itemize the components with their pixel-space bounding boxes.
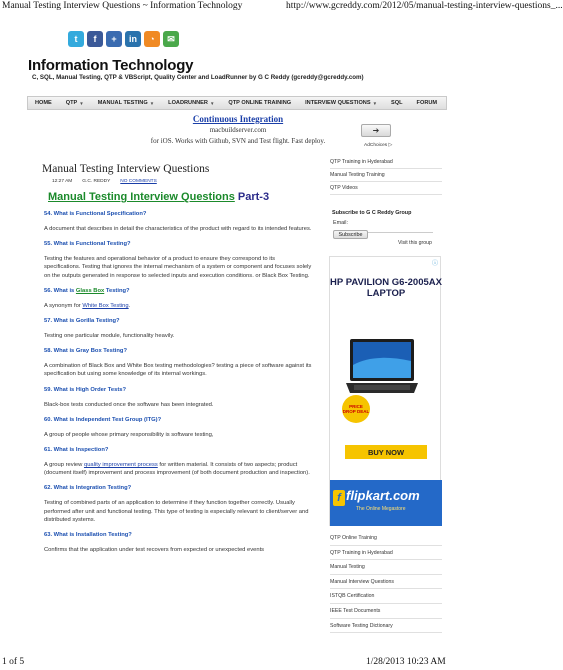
nav-item-manual-testing[interactable] <box>91 100 161 106</box>
social-icons <box>68 31 179 47</box>
print-page-number: 1 of 5 <box>2 657 25 667</box>
sidebar-link[interactable]: QTP Training in Hyderabad <box>330 156 442 169</box>
site-tagline: C, SQL, Manual Testing, QTP & VBScript, Quality Center and LoadRunner by G C Reddy (gcreddy@gcreddy.com) <box>32 74 364 81</box>
post-meta <box>52 179 157 184</box>
question-link[interactable]: Glass Box <box>75 287 105 294</box>
answer-text <box>44 302 312 310</box>
sidebar-link[interactable]: QTP Online Training <box>330 531 442 546</box>
answer-text: Testing the features and operational behavior of a product to ensure they correspond to its specifications. Testing that ignores the internal mechanism of a system or component and focuses solely on the outputs generated in response to selected inputs and execution conditions. or Black Box Testing. <box>44 256 312 279</box>
flipkart-logo-icon: f <box>333 490 345 506</box>
sidebar-link[interactable]: QTP Videos <box>330 182 442 195</box>
sidebar-link[interactable]: IEEE Test Documents <box>330 604 442 619</box>
chevron-down-icon: ▼ <box>79 100 84 106</box>
email-label: Email: <box>333 220 348 226</box>
chevron-down-icon: ▼ <box>149 100 155 106</box>
sidebar-link[interactable]: ISTQB Certification <box>330 589 442 604</box>
question-heading: 61. What is Inspection? <box>44 447 109 454</box>
linkedin-icon[interactable]: in <box>125 31 141 47</box>
nav-item-forum[interactable] <box>410 100 445 106</box>
ad-arrow-button[interactable]: ➔ <box>361 124 391 137</box>
ad-product-name: HP PAVILION G6-2005AX LAPTOP <box>330 277 442 299</box>
post-time: 12:27 AM <box>52 179 73 184</box>
nav-item-label: FORUM <box>416 100 438 106</box>
print-date: 1/28/2013 10:23 AM <box>366 657 446 667</box>
answer-text: A combination of Black Box and White Box testing methodologies? testing a piece of software against its specification but using some knowledge of its internal workings. <box>44 363 312 378</box>
answer-text: Testing of combined parts of an application to determine if they function together correctly. Usually performed after unit and functional testing. This type of testing is especially relevant to client/server and distributed systems. <box>44 500 309 523</box>
post-heading <box>48 191 269 203</box>
nav-item-label: SQL <box>391 100 403 106</box>
nav-item-label: MANUAL TESTING <box>97 100 148 106</box>
nav-item-home[interactable] <box>28 100 59 106</box>
nav-item-qtp[interactable] <box>59 100 91 106</box>
ad-title-link[interactable]: Continuous Integration <box>192 114 284 124</box>
print-footer <box>0 656 474 670</box>
facebook-icon[interactable]: f <box>87 31 103 47</box>
top-ad <box>108 114 368 154</box>
nav-item-label: HOME <box>35 100 52 106</box>
print-header <box>0 0 563 14</box>
ad-brand-tagline: The Online Megastore <box>356 506 406 512</box>
answer-text: A group of people whose primary responsibility is software testing, <box>44 431 214 438</box>
question-heading: 62. What is Integration Testing? <box>44 485 132 492</box>
answer-segment: . <box>128 302 131 309</box>
answer-text: A document that describes in detail the characteristics of the product with regard to its intended features. <box>44 226 312 232</box>
ad-choices-link[interactable]: AdChoices ▷ <box>364 143 393 148</box>
flipkart-ad[interactable] <box>329 256 441 526</box>
sidebar-links-top <box>330 156 442 195</box>
ad-url[interactable]: macbuildserver.com <box>209 126 267 134</box>
print-page-title: Manual Testing Interview Questions ~ Information Technology <box>2 1 243 11</box>
question-heading: 54. What is Functional Specification? <box>44 211 147 217</box>
question-text: Testing? <box>104 287 130 294</box>
chevron-down-icon: ▼ <box>209 100 215 106</box>
ad-price-badge: PRICE DROP DEAL <box>342 395 370 423</box>
subscribe-button[interactable]: Subscribe <box>333 230 368 239</box>
post-comments-link[interactable]: NO COMMENTS <box>120 179 157 184</box>
question-heading: 55. What is Functional Testing? <box>44 241 131 248</box>
question-heading: 63. What is Installation Testing? <box>44 532 132 539</box>
post-author: G.C. REDDY <box>82 179 111 184</box>
ad-description: for iOS. Works with Github, SVN and Test flight. Fast deploy. <box>150 137 326 145</box>
ad-buy-now-button[interactable]: BUY NOW <box>345 445 427 459</box>
plus-icon[interactable]: + <box>106 31 122 47</box>
sidebar-link[interactable]: Manual Testing Training <box>330 169 442 182</box>
nav-item-loadrunner[interactable] <box>161 100 221 106</box>
chevron-down-icon: ▼ <box>372 100 378 106</box>
answer-text: Black-box tests conducted once the software has been integrated. <box>44 401 214 408</box>
visit-group-link[interactable]: Visit this group <box>398 240 432 246</box>
post-heading-part: Part-3 <box>237 191 270 203</box>
ad-brand-bar <box>330 480 442 526</box>
post-heading-link[interactable]: Manual Testing Interview Questions <box>48 191 235 203</box>
email-icon[interactable]: ✉ <box>163 31 179 47</box>
post-content <box>44 207 312 562</box>
sidebar-link[interactable]: Manual Testing <box>330 560 442 575</box>
site-title[interactable]: Information Technology <box>28 57 194 74</box>
nav-item-label: QTP <box>65 100 78 106</box>
nav-item-qtp-online-training[interactable] <box>221 100 298 106</box>
subscribe-title: Subscribe to G C Reddy Group <box>332 210 412 216</box>
question-text: 56. What is <box>44 287 76 294</box>
print-page-url: http://www.gcreddy.com/2012/05/manual-testing-interview-questions_... <box>286 1 563 11</box>
post-title: Manual Testing Interview Questions <box>42 163 210 175</box>
answer-text: Testing one particular module, functionality heavily. <box>44 333 175 340</box>
answer-segment: A group review <box>44 462 84 469</box>
question-heading: 60. What is Independent Test Group (ITG)? <box>44 416 162 423</box>
question-heading: 59. What is High Order Tests? <box>44 386 127 393</box>
main-nav <box>27 96 447 110</box>
rss-icon[interactable]: ◔ <box>144 31 160 47</box>
nav-item-label: INTERVIEW QUESTIONS <box>305 100 371 106</box>
answer-segment: for written material. It consists of two aspects; product (document itself) improvement and process improvement (of both document production and inspection). <box>44 462 310 477</box>
answer-text <box>44 461 312 477</box>
nav-item-sql[interactable] <box>384 100 410 106</box>
sidebar-link[interactable]: QTP Training in Hyderabad <box>330 546 442 561</box>
ad-brand-name: flipkart.com <box>346 488 420 503</box>
answer-text: Confirms that the application under test recovers from expected or unexpected events <box>44 547 265 554</box>
question-heading <box>44 288 312 294</box>
twitter-icon[interactable]: t <box>68 31 84 47</box>
answer-link[interactable]: White Box Testing <box>82 302 129 309</box>
question-heading: 57. What is Gorilla Testing? <box>44 318 120 325</box>
question-heading: 58. What is Gray Box Testing? <box>44 348 127 355</box>
nav-item-interview-questions[interactable] <box>298 100 384 106</box>
nav-item-label: QTP ONLINE TRAINING <box>228 100 292 106</box>
sidebar-link[interactable]: Software Testing Dictionary <box>330 619 442 634</box>
answer-link[interactable]: quality improvement process <box>83 462 158 469</box>
nav-item-label: LOADRUNNER <box>168 100 208 106</box>
answer-segment: A synonym for <box>44 302 83 309</box>
ad-info-icon[interactable]: ⓘ <box>431 261 438 267</box>
sidebar-link[interactable]: Manual Interview Questions <box>330 575 442 590</box>
sidebar-links-bottom <box>330 531 442 633</box>
